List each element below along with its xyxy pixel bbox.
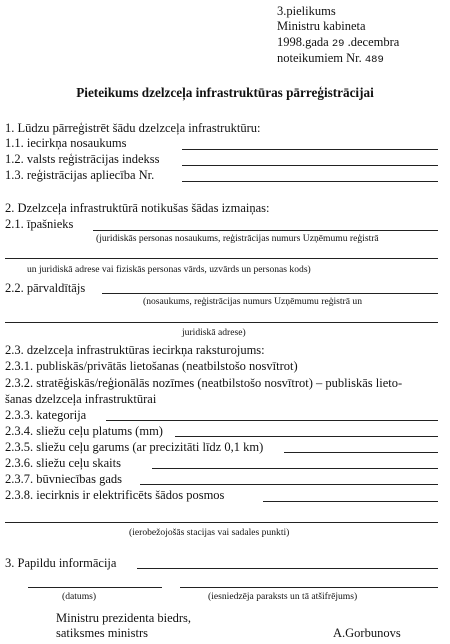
field-line-section-name[interactable] xyxy=(182,149,438,150)
field-label-certificate-number: 1.3. reģistrācijas apliecība Nr. xyxy=(5,168,155,182)
field-line-electrified[interactable] xyxy=(263,501,438,502)
owner-hint-1: (juridiskās personas nosaukums, reģistrācijas numurs Uzņēmumu reģistrā xyxy=(96,233,379,244)
field-line-manager[interactable] xyxy=(102,293,438,294)
date-hint: (datums) xyxy=(62,591,97,602)
electrified-hint: (ierobežojošās stacijas vai sadales punkti) xyxy=(129,527,290,538)
date-day: 29 xyxy=(331,38,345,50)
field-line-category[interactable] xyxy=(106,420,438,421)
field-line-owner-2[interactable] xyxy=(5,258,438,259)
section2-heading: 2. Dzelzceļa infrastruktūrā notikušas šādas izmaiņas: xyxy=(5,201,270,215)
date-prefix: 1998.gada xyxy=(277,35,329,49)
field-label-track-count: 2.3.6. sliežu ceļu skaits xyxy=(5,456,121,470)
char-importance-2: šanas dzelzceļa infrastruktūrai xyxy=(5,392,157,406)
annex-label: 3.pielikums xyxy=(277,4,336,18)
field-label-electrified: 2.3.8. iecirknis ir elektrificēts šādos posmos xyxy=(5,488,225,502)
section1-heading: 1. Lūdzu pārreģistrēt šādu dzelzceļa infrastruktūru: xyxy=(5,121,261,135)
signatory-role-1: Ministru prezidenta biedrs, xyxy=(56,611,192,625)
field-label-owner: 2.1. īpašnieks xyxy=(5,217,74,231)
field-line-track-count[interactable] xyxy=(152,468,438,469)
char-importance-1: 2.3.2. stratēģiskās/reģionālās nozīmes (neatbilstošo nosvītrot) – publiskās lieto- xyxy=(5,376,403,390)
field-line-date[interactable] xyxy=(28,587,162,588)
field-line-track-length[interactable] xyxy=(284,452,438,453)
regulation-date xyxy=(277,35,399,52)
signature-hint: (iesniedzēja paraksts un tā atšifrējums) xyxy=(208,591,358,602)
field-label-section-name: 1.1. iecirkņa nosaukums xyxy=(5,136,127,150)
manager-hint-2: juridiskā adrese) xyxy=(182,327,246,338)
field-label-build-year: 2.3.7. būvniecības gads xyxy=(5,472,122,486)
reg-number: 489 xyxy=(364,54,384,66)
characteristics-heading: 2.3. dzelzceļa infrastruktūras iecirkņa raksturojums: xyxy=(5,343,265,357)
date-suffix: .decembra xyxy=(347,35,400,49)
field-line-build-year[interactable] xyxy=(140,484,438,485)
char-usage: 2.3.1. publiskās/privātās lietošanas (neatbilstošo nosvītrot) xyxy=(5,359,298,373)
cabinet-label: Ministru kabineta xyxy=(277,19,366,33)
field-line-signature[interactable] xyxy=(180,587,438,588)
field-line-manager-2[interactable] xyxy=(5,322,438,323)
owner-hint-2: un juridiskā adrese vai fiziskās personas vārds, uzvārds un personas kods) xyxy=(27,264,311,275)
field-line-additional-info[interactable] xyxy=(137,568,438,569)
field-label-category: 2.3.3. kategorija xyxy=(5,408,87,422)
field-line-certificate-number[interactable] xyxy=(182,181,438,182)
reg-prefix: noteikumiem Nr. xyxy=(277,51,362,65)
field-label-track-gauge: 2.3.4. sliežu ceļu platums (mm) xyxy=(5,424,163,438)
field-label-manager: 2.2. pārvaldītājs xyxy=(5,281,86,295)
regulation-number xyxy=(277,51,384,68)
signatory-name: A.Gorbunovs xyxy=(333,626,401,640)
manager-hint-1: (nosaukums, reģistrācijas numurs Uzņēmumu reģistrā un xyxy=(143,296,363,307)
signatory-role-2: satiksmes ministrs xyxy=(56,626,149,640)
field-line-electrified-2[interactable] xyxy=(5,522,438,523)
field-line-track-gauge[interactable] xyxy=(175,436,438,437)
field-line-owner[interactable] xyxy=(93,230,438,231)
page-title: Pieteikums dzelzceļa infrastruktūras pārreģistrācijai xyxy=(76,85,374,100)
field-label-track-length: 2.3.5. sliežu ceļu garums (ar precizitāti līdz 0,1 km) xyxy=(5,440,264,454)
section3-heading: 3. Papildu informācija xyxy=(5,556,117,570)
field-label-registration-index: 1.2. valsts reģistrācijas indekss xyxy=(5,152,160,166)
field-line-registration-index[interactable] xyxy=(182,165,438,166)
